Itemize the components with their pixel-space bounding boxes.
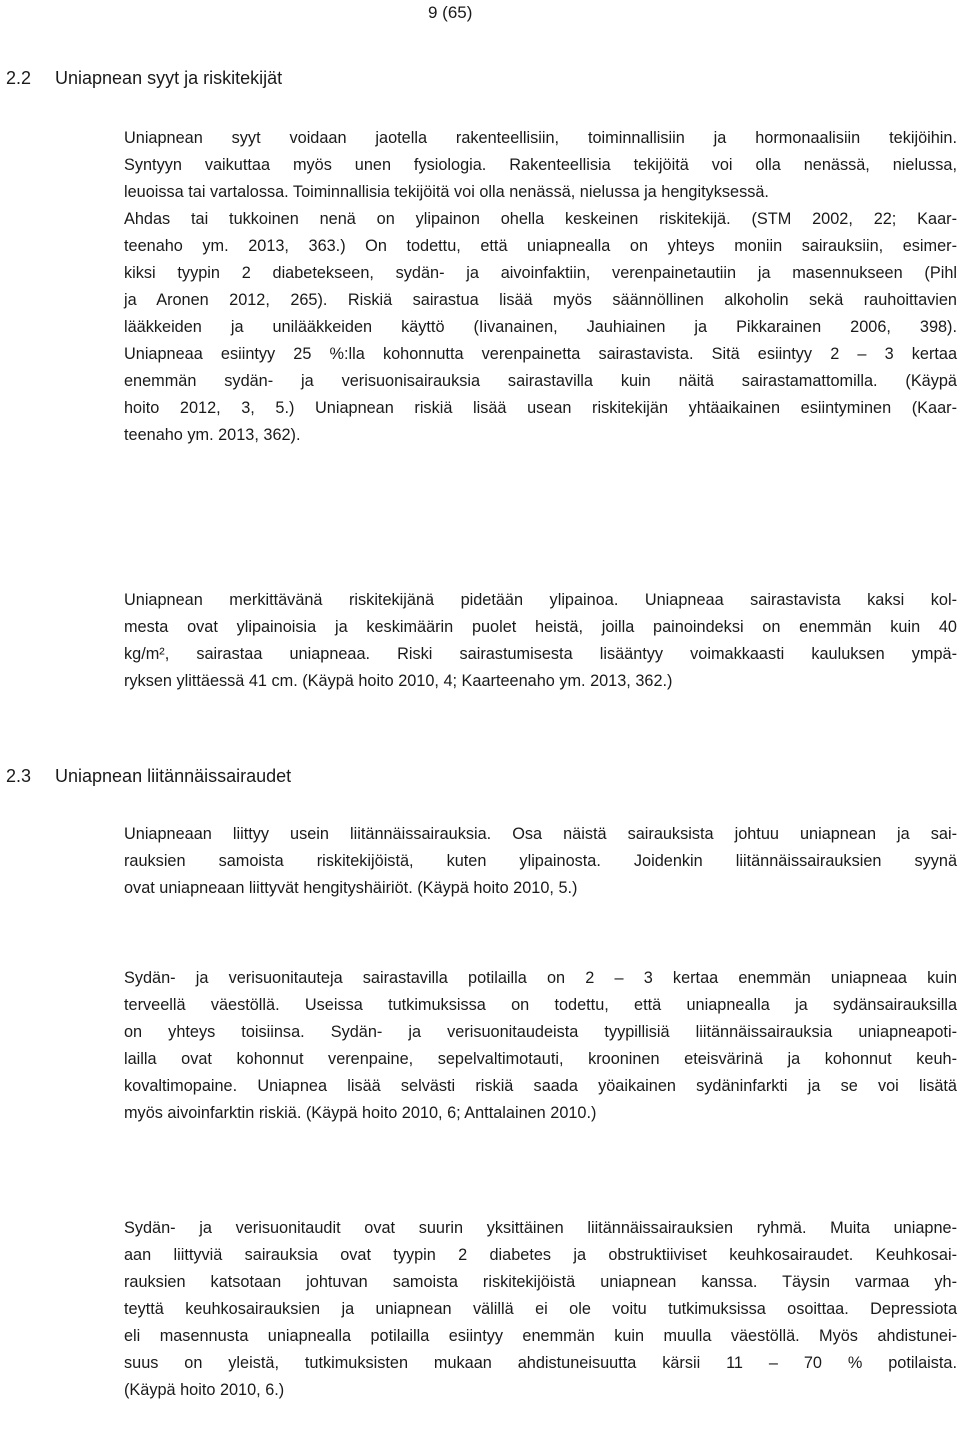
text-line: kiksi tyypin 2 diabetekseen, sydän- ja aivoinfaktiin, verenpainetautiin ja masennukseen (Pihl	[124, 264, 957, 282]
text-line: ryksen ylittäessä 41 cm. (Käypä hoito 2010, 4; Kaarteenaho ym. 2013, 362.)	[124, 672, 673, 690]
text-line: teenaho ym. 2013, 363.) On todettu, että uniapnealla on yhteys moniin sairauksiin, esimer-	[124, 237, 957, 255]
text-line: ja Aronen 2012, 265). Riskiä sairastua lisää myös säännöllinen alkoholin sekä rauhoittavien	[124, 291, 957, 309]
text-line: on yhteys toisiinsa. Sydän- ja verisuonitaudeista tyypillisiä liitännäissairauksia uniapneapoti-	[124, 1023, 957, 1041]
page-number: 9 (65)	[428, 3, 473, 22]
text-line: eli masennusta uniapnealla potilailla esiintyy enemmän kuin muulla väestöllä. Myös ahdistunei-	[124, 1327, 957, 1345]
paragraph	[124, 125, 957, 449]
text-line: Ahdas tai tukkoinen nenä on ylipainon ohella keskeinen riskitekijä. (STM 2002, 22; Kaar-	[124, 210, 957, 228]
text-line: suus on yleistä, tutkimuksisten mukaan ahdistuneisuutta kärsii 11 – 70 % potilaista.	[124, 1354, 957, 1372]
text-line: lääkkeiden ja unilääkkeiden käyttö (Iivanainen, Jauhiainen ja Pikkarainen 2006, 398).	[124, 318, 957, 336]
section-title: Uniapnean syyt ja riskitekijät	[55, 68, 283, 88]
text-line: ovat uniapneaan liittyvät hengityshäiriöt. (Käypä hoito 2010, 5.)	[124, 879, 578, 897]
text-line: lailla ovat kohonnut verenpaine, sepelvaltimotauti, krooninen eteisvärinä ja kohonnut keuh-	[124, 1050, 957, 1068]
text-line: terveellä väestöllä. Useissa tutkimuksissa on todettu, että uniapnealla ja sydänsairauksilla	[124, 996, 957, 1014]
section-heading	[6, 66, 282, 90]
paragraph	[124, 965, 957, 1127]
text-line: Syntyyn vaikuttaa myös unen fysiologia. Rakenteellisia tekijöitä voi olla nenässä, nielussa,	[124, 156, 957, 174]
text-line: rauksien samoista riskitekijöistä, kuten ylipainosta. Joidenkin liitännäissairauksien syynä	[124, 852, 957, 870]
text-line: (Käypä hoito 2010, 6.)	[124, 1381, 285, 1399]
paragraph	[124, 587, 957, 695]
text-line: hoito 2012, 3, 5.) Uniapnean riskiä lisää usean riskitekijän yhtäaikainen esiintyminen (Kaar-	[124, 399, 957, 417]
text-line: aan liittyviä sairauksia ovat tyypin 2 diabetes ja obstruktiiviset keuhkosairaudet. Keuhkosai-	[124, 1246, 957, 1264]
text-line: teyttä keuhkosairauksien ja uniapnean välillä ei ole voitu tutkimuksissa osoittaa. Depressiota	[124, 1300, 957, 1318]
text-line: Uniapnean syyt voidaan jaotella rakenteellisiin, toiminnallisiin ja hormonaalisiin tekijöihin.	[124, 129, 957, 147]
text-line: kovaltimopaine. Uniapnea lisää selvästi riskiä saada yöaikainen sydäninfarkti ja se voi lisätä	[124, 1077, 957, 1095]
section-heading	[6, 764, 291, 788]
text-line: rauksien katsotaan johtuvan samoista riskitekijöistä uniapnean kanssa. Täysin varmaa yh-	[124, 1273, 957, 1291]
paragraph	[124, 1215, 957, 1404]
text-line: Sydän- ja verisuonitaudit ovat suurin yksittäinen liitännäissairauksien ryhmä. Muita uniapne-	[124, 1219, 957, 1237]
text-line: Sydän- ja verisuonitauteja sairastavilla potilailla on 2 – 3 kertaa enemmän uniapneaa kuin	[124, 969, 957, 987]
text-line: myös aivoinfarktin riskiä. (Käypä hoito 2010, 6; Anttalainen 2010.)	[124, 1104, 597, 1122]
text-line: Uniapnean merkittävänä riskitekijänä pidetään ylipainoa. Uniapneaa sairastavista kaksi kol-	[124, 591, 957, 609]
text-line: mesta ovat ylipainoisia ja keskimäärin puolet heistä, joilla painoindeksi on enemmän kuin 40	[124, 618, 957, 636]
section-number: 2.2	[6, 68, 32, 88]
text-line: teenaho ym. 2013, 362).	[124, 426, 301, 444]
paragraph	[124, 821, 957, 902]
text-line: kg/m², sairastaa uniapneaa. Riski sairastumisesta lisääntyy voimakkaasti kauluksen ympä-	[124, 645, 957, 663]
text-line: leuoissa tai vartalossa. Toiminnallisia tekijöitä voi olla nenässä, nielussa ja hengityksessä.	[124, 183, 769, 201]
section-title: Uniapnean liitännäissairaudet	[55, 766, 292, 786]
text-line: Uniapneaa esiintyy 25 %:lla kohonnutta verenpainetta sairastavista. Sitä esiintyy 2 – 3 kertaa	[124, 345, 957, 363]
section-number: 2.3	[6, 766, 32, 786]
text-line: Uniapneaan liittyy usein liitännäissairauksia. Osa näistä sairauksista johtuu uniapnean ja sai-	[124, 825, 957, 843]
text-line: enemmän sydän- ja verisuonisairauksia sairastavilla kuin näitä sairastamattomilla. (Käypä	[124, 372, 957, 390]
